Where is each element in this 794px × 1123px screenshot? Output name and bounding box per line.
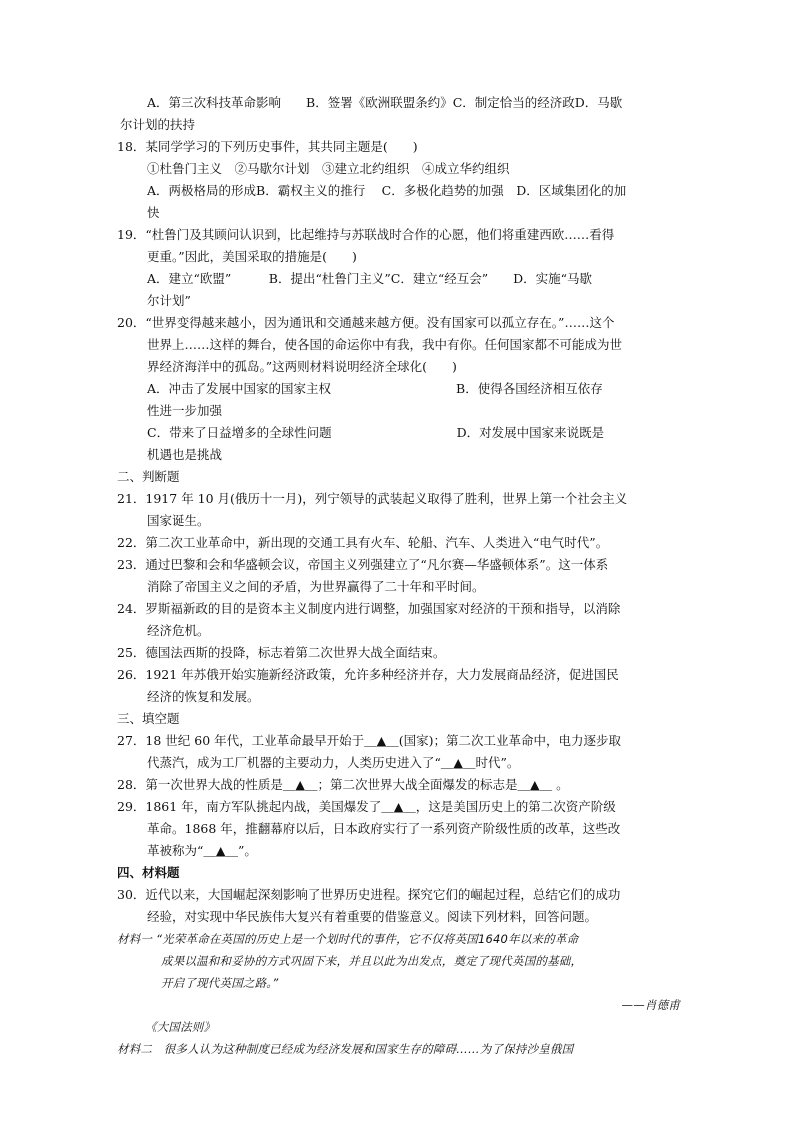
q25: 25．德国法西斯的投降，标志着第二次世界大战全面结束。 <box>117 645 446 660</box>
material-one-cont: 成果以温和和妥协的方式巩固下来，并且以此为出发点，奠定了现代英国的基础， <box>161 954 583 968</box>
material-one-cont-2: 开启了现代英国之路。” <box>161 976 279 990</box>
q24: 24．罗斯福新政的目的是资本主义制度内进行调整，加强国家对经济的干预和指导，以消除 <box>117 601 621 616</box>
q19-stem: 19．“杜鲁门及其顾问认识到，比起维持与苏联战时合作的心愿，他们将重建西欧……看得 <box>117 227 615 242</box>
q26-cont: 经济的恢复和发展。 <box>147 689 260 704</box>
q18-options: A．两极格局的形成B．霸权主义的推行 C．多极化趋势的加强 D．区域集团化的加 <box>147 183 627 198</box>
q20-options-ab-cont: 性进一步加强 <box>147 403 223 418</box>
q20-stem: 20．“世界变得越来越小，因为通讯和交通越来越方便。没有国家可以孤立存在。”……这个 <box>117 315 615 330</box>
q18-options-cont: 快 <box>147 205 160 220</box>
q18-stem: 18．某同学学习的下列历史事件，其共同主题是( ) <box>117 139 418 154</box>
material-one-author: ——肖德甫 <box>621 998 680 1012</box>
q29-cont-2: 革被称为“＿▲＿”。 <box>147 843 257 858</box>
q20-options-cd-cont: 机遇也是挑战 <box>147 447 223 462</box>
q28: 28．第一次世界大战的性质是＿▲＿；第二次世界大战全面爆发的标志是＿▲＿ 。 <box>117 777 569 792</box>
q30-stem: 30．近代以来，大国崛起深刻影响了世界历史进程。探究它们的崛起过程，总结它们的成功 <box>117 887 621 902</box>
q17-options-cont: 尔计划的扶持 <box>120 117 196 132</box>
q19-options: A．建立“欧盟” B．提出“杜鲁门主义”C．建立“经互会” D．实施“马歇 <box>147 271 593 286</box>
section-fill-blank: 三、填空题 <box>117 711 180 726</box>
q22: 22．第二次工业革命中，新出现的交通工具有火车、轮船、汽车、人类进入“电气时代”。 <box>117 535 609 550</box>
material-one: 材料一 “光荣革命在英国的历史上是一个划时代的事件，它不仅将英国1640年以来的革命 <box>117 932 579 946</box>
q19-options-cont: 尔计划” <box>147 293 191 308</box>
q24-cont: 经济危机。 <box>147 623 210 638</box>
q19-stem-cont: 更重。”因此，美国采取的措施是( ) <box>147 249 357 264</box>
q21-cont: 国家诞生。 <box>147 513 210 528</box>
q26: 26．1921 年苏俄开始实施新经济政策，允许多种经济并存，大力发展商品经济，促进国民 <box>117 667 619 682</box>
section-material: 四、材料题 <box>117 865 180 880</box>
q29-cont: 革命。1868 年，推翻幕府以后，日本政府实行了一系列资产阶级性质的改革，这些改 <box>147 821 621 836</box>
q29: 29．1861 年，南方军队挑起内战，美国爆发了＿▲＿，这是美国历史上的第二次资产阶级 <box>117 799 616 814</box>
q27: 27．18 世纪 60 年代，工业革命最早开始于＿▲＿(国家)；第二次工业革命中，电力逐步取 <box>117 733 622 748</box>
q18-items: ①杜鲁门主义 ②马歇尔计划 ③建立北约组织 ④成立华约组织 <box>147 161 510 176</box>
q27-cont: 代蒸汽，成为工厂机器的主要动力，人类历史进入了“＿▲＿时代”。 <box>147 755 520 770</box>
q23-cont: 消除了帝国主义之间的矛盾，为世界赢得了二十年和平时间。 <box>147 579 485 594</box>
q21: 21．1917 年 10 月(俄历十一月)，列宁领导的武装起义取得了胜利，世界上第一个社会主义 <box>117 491 628 506</box>
q20-stem-2: 世界上……这样的舞台，使各国的命运你中有我，我中有你。任何国家都不可能成为世 <box>147 337 623 352</box>
section-true-false: 二、判断题 <box>117 469 180 484</box>
q20-options-cd: C．带来了日益增多的全球性问题 D．对发展中国家来说既是 <box>147 425 605 440</box>
material-two: 材料二 很多人认为这种制度已经成为经济发展和国家生存的障碍……为了保持沙皇俄国 <box>117 1042 574 1056</box>
q17-options: A．第三次科技革命影响 B．签署《欧洲联盟条约》C．制定恰当的经济政D．马歇 <box>147 95 623 110</box>
material-one-source: 《大国法则》 <box>145 1020 216 1034</box>
q30-stem-cont: 经验，对实现中华民族伟大复兴有着重要的借鉴意义。阅读下列材料，回答问题。 <box>147 909 598 924</box>
q20-options-ab: A．冲击了发展中国家的国家主权 B．使得各国经济相互依存 <box>147 381 603 396</box>
q20-stem-3: 界经济海洋中的孤岛。”这两则材料说明经济全球化( ) <box>147 359 457 374</box>
q23: 23．通过巴黎和会和华盛顿会议，帝国主义列强建立了“凡尔赛—华盛顿体系”。这一体系 <box>117 557 609 572</box>
